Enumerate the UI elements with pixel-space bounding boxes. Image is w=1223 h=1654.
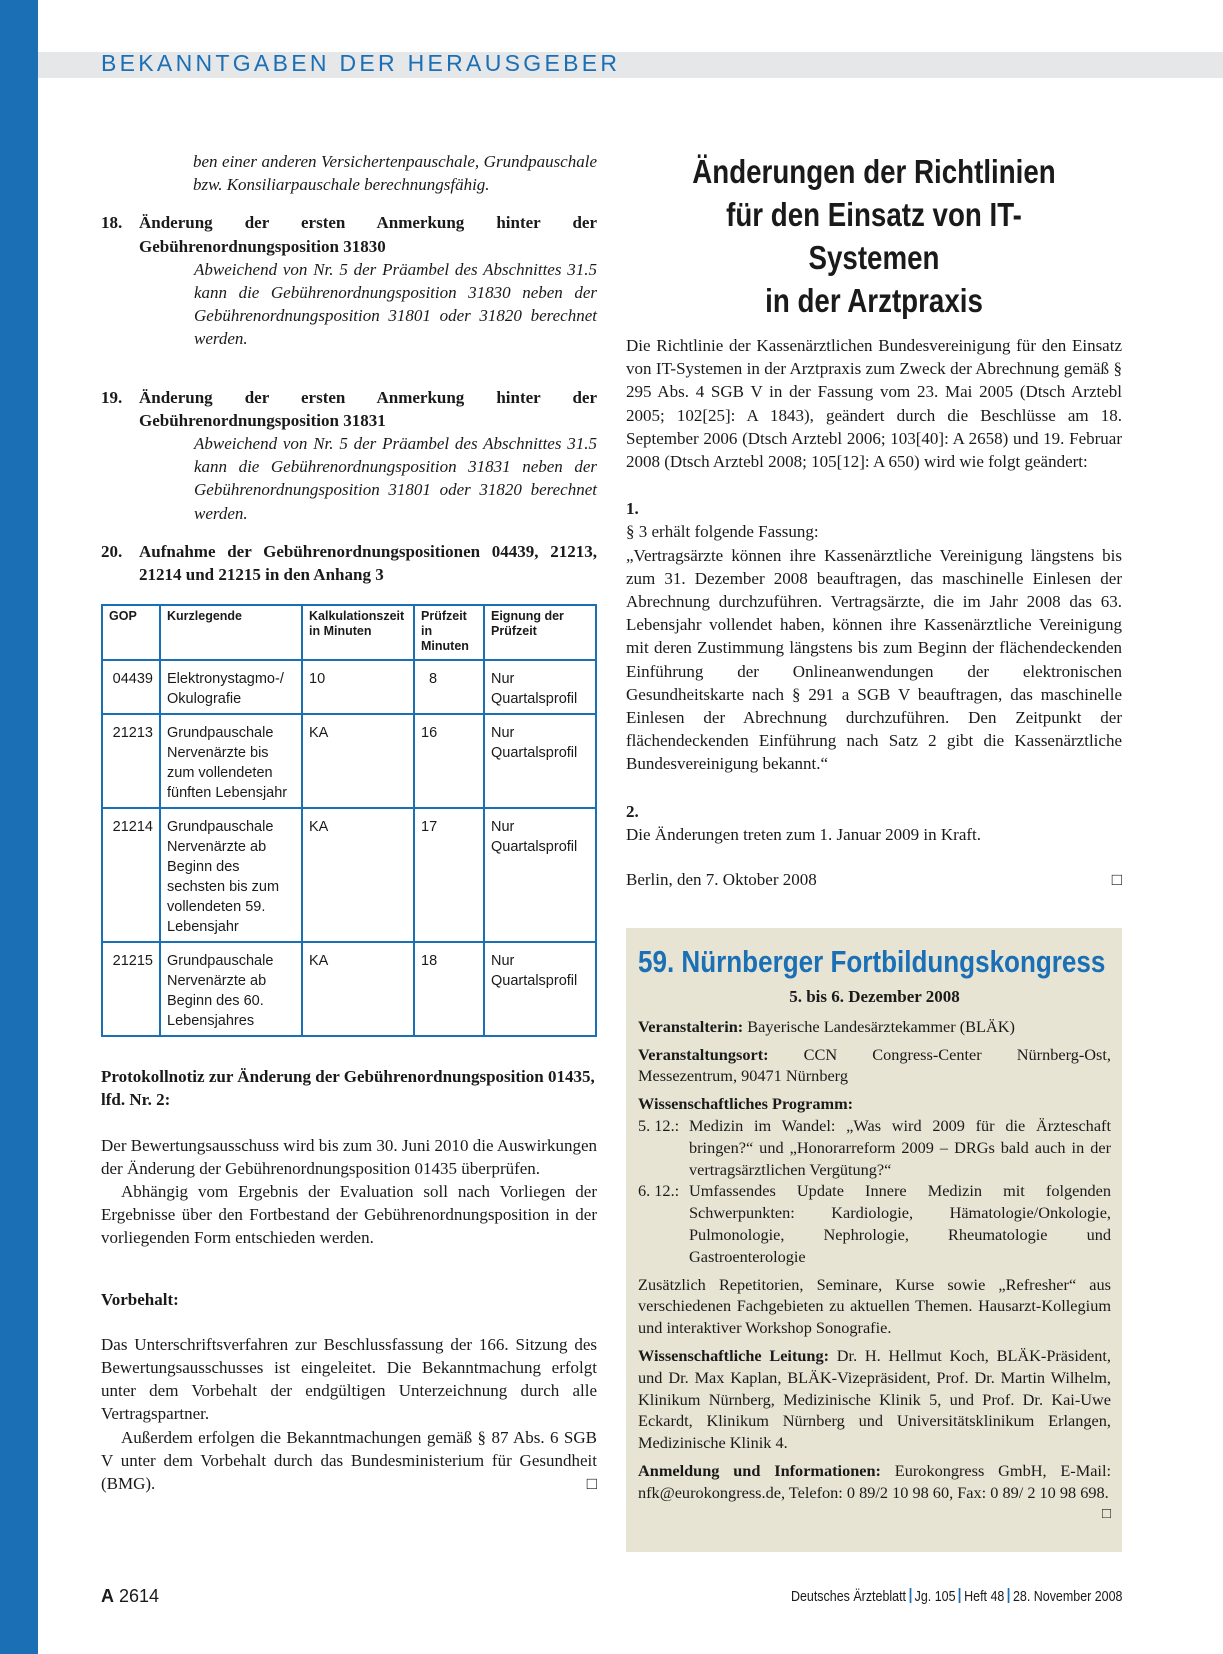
left-accent-bar xyxy=(0,0,38,1654)
item-number: 18. xyxy=(101,213,123,233)
veranstalterin: Veranstalterin: Bayerische Landesärztekammer (BLÄK) xyxy=(638,1016,1015,1036)
column-header: Eignung der Prüfzeit xyxy=(484,605,596,660)
vorbehalt-paragraph: Das Unterschriftsverfahren zur Beschlussfassung der 166. Sitzung des Bewertungsausschusses ist eingeleitet. Die Bekanntmachung erfolgt unter dem Vorbehalt der endgültigen Unterzeichnung durch alle Vertragspartner. xyxy=(101,1334,597,1424)
table-cell: 21213 xyxy=(102,714,160,808)
table-cell: Nur Quartalsprofil xyxy=(484,942,596,1036)
table-cell: 21215 xyxy=(102,942,160,1036)
table-cell: 04439 xyxy=(102,660,160,714)
journal-issue: Heft 48 xyxy=(963,1589,1004,1605)
item-20 xyxy=(101,540,597,586)
table-row xyxy=(102,660,596,714)
gop-table xyxy=(101,604,597,1037)
programm-item: 6. 12.: Umfassendes Update Innere Medizin mit folgenden Schwerpunkten: Kardiologie, Hämatologie/Onkologie, Pulmonologie, Nephrologie, Rheumatologie und Gastroenterologie xyxy=(638,1181,1111,1266)
journal-info xyxy=(790,1588,1122,1605)
end-mark: □ xyxy=(586,1474,597,1494)
table-cell: 18 xyxy=(414,942,484,1036)
table-cell: Nur Quartalsprofil xyxy=(484,808,596,942)
column-header: Kalkulationszeit in Minuten xyxy=(302,605,414,660)
congress-date: 5. bis 6. Dezember 2008 xyxy=(789,987,960,1006)
table-cell: Grundpauschale Nervenärzte bis zum vollendeten fünften Lebensjahr xyxy=(160,714,302,808)
protokoll-heading: Protokollnotiz zur Änderung der Gebührenordnungsposition 01435, lfd. Nr. 2: xyxy=(101,1067,595,1110)
vorbehalt-paragraph: Außerdem erfolgen die Bekanntmachungen gemäß § 87 Abs. 6 SGB V unter dem Vorbehalt durch das Bundesministerium für Gesundheit (BMG). □ xyxy=(101,1426,597,1496)
section-title: BEKANNTGABEN DER HERAUSGEBER xyxy=(101,50,621,76)
section-number: 1. xyxy=(626,499,639,519)
table-cell: 16 xyxy=(414,714,484,808)
table-cell: Grundpauschale Nervenärzte ab Beginn des 60. Lebensjahres xyxy=(160,942,302,1036)
protokoll-paragraph: Abhängig vom Ergebnis der Evaluation soll nach Vorliegen der Ergebnisse über den Fortbestand der Gebührenordnungsposition in der vorliegenden Form entschieden werden. xyxy=(101,1182,597,1248)
journal-date: 28. November 2008 xyxy=(1012,1589,1122,1605)
table-cell: KA xyxy=(302,942,414,1036)
article-intro: Die Richtlinie der Kassenärztlichen Bundesvereinigung für den Einsatz von IT-Systemen in der Arztpraxis zum Zweck der Abrechnung gemäß § 295 Abs. 4 SGB V in der Fassung vom 23. Mai 2005 (Dtsch Arztebl 2005; 102[25]: A 1843), geändert durch die Beschlüsse am 18. September 2006 (Dtsch Arztebl 2006; 103[40]: A 2658) und 19. Februar 2008 (Dtsch Arztebl 2008; 105[12]: A 650) wird wie folgt geändert: xyxy=(626,336,1122,472)
section-lead: § 3 erhält folgende Fassung: xyxy=(626,522,819,542)
anmeldung: Anmeldung und Informationen: Eurokongress GmbH, E-Mail: nfk@eurokongress.de, Telefon: 0 89/2 10 98 60, Fax: 0 89/ 2 10 98 698. □ xyxy=(638,1460,1111,1504)
table-cell: 21214 xyxy=(102,808,160,942)
table-cell: 17 xyxy=(414,808,484,942)
right-column xyxy=(626,150,1122,891)
item-title: Änderung der ersten Anmerkung hinter der Gebührenordnungsposition 31830 xyxy=(139,213,597,256)
table-cell: KA xyxy=(302,714,414,808)
table-cell: 8 xyxy=(414,660,484,714)
wissenschaftliche-leitung: Wissenschaftliche Leitung: Dr. H. Hellmut Koch, BLÄK-Präsident, und Dr. Max Kaplan, BLÄK-Vizepräsident, Prof. Dr. Martin Wilhelm, Klinikum Nürnberg, Medizinische Klinik 5, und Prof. Dr. Kai-Uwe Eckardt, Klinikum Nürnberg und Universitätsklinikum Erlangen, Medizinische Klinik 4. xyxy=(638,1345,1111,1453)
table-cell: Nur Quartalsprofil xyxy=(484,714,596,808)
section-quote: „Vertragsärzte können ihre Kassenärztliche Vereinigung längstens bis zum 31. Dezember 2008 beauftragen, das maschinelle Einlesen der Abrechnung durchzuführen. Vertragsärzte, die im Jahr 2008 das 63. Lebensjahr vollendet haben, können ihre Kassenärztliche Vereinigung mit deren Zustimmung längstens bis zum Beginn der flächendeckenden Einführung der Onlineanwendungen der elektronischen Gesundheitskarte nach § 291 a SGB V beauftragen, das maschinelle Einlesen der Abrechnung durchzuführen. Den Zeitpunkt der flächendeckenden Einführung nach Satz 2 gibt die Kassenärztliche Bundesvereinigung bekannt.“ xyxy=(626,545,1122,774)
end-mark: □ xyxy=(1101,1505,1111,1522)
column-header: Prüfzeit in Minuten xyxy=(414,605,484,660)
journal-volume: Jg. 105 xyxy=(914,1589,956,1605)
table-row xyxy=(102,808,596,942)
separator xyxy=(909,1588,911,1603)
end-mark: □ xyxy=(1111,870,1122,890)
separator xyxy=(1007,1588,1009,1603)
column-header: GOP xyxy=(102,605,160,660)
separator xyxy=(959,1588,961,1603)
item-title: Änderung der ersten Anmerkung hinter der Gebührenordnungsposition 31831 xyxy=(139,387,597,430)
table-cell: 10 xyxy=(302,660,414,714)
congress-title: 59. Nürnberger Fortbildungskongress xyxy=(638,944,1106,979)
item-number: 19. xyxy=(101,387,123,407)
veranstaltungsort: Veranstaltungsort: CCN Congress-Center Nürnberg-Ost, Messezentrum, 90471 Nürnberg xyxy=(638,1044,1111,1086)
table-row xyxy=(102,714,596,808)
table-cell: KA xyxy=(302,808,414,942)
article-title: Änderungen der Richtlinien für den Einsatz von IT-Systemen in der Arztpraxis xyxy=(692,153,1056,319)
left-column xyxy=(101,150,597,1495)
table-row xyxy=(102,942,596,1036)
section-number: 2. xyxy=(626,801,639,821)
item-18 xyxy=(101,211,597,350)
intro-continuation: ben einer anderen Versichertenpauschale, Grundpauschale bzw. Konsiliarpauschale berechnungsfähig. xyxy=(193,152,597,195)
item-body: Abweichend von Nr. 5 der Präambel des Abschnittes 31.5 kann die Gebührenordnungsposition 31831 neben der Gebührenordnungsposition 31801 oder 31820 berechnet werden. xyxy=(194,434,597,523)
journal-name: Deutsches Ärzteblatt xyxy=(790,1589,906,1605)
table-cell: Elektronystagmo-/ Okulografie xyxy=(160,660,302,714)
section-text: Die Änderungen treten zum 1. Januar 2009 in Kraft. xyxy=(626,824,981,844)
vorbehalt-heading: Vorbehalt: xyxy=(101,1289,179,1309)
table-cell: Nur Quartalsprofil xyxy=(484,660,596,714)
zusaetzlich: Zusätzlich Repetitorien, Seminare, Kurse sowie „Refresher“ aus verschiedenen Fachgebieten zu aktuellen Themen. Hausarzt-Kollegium und interaktiver Workshop Sonografie. xyxy=(638,1274,1111,1338)
table-cell: Grundpauschale Nervenärzte ab Beginn des sechsten bis zum vollendeten 59. Lebensjahr xyxy=(160,808,302,942)
place-date: Berlin, den 7. Oktober 2008 □ xyxy=(626,868,1122,891)
item-number: 20. xyxy=(101,541,123,561)
protokoll-paragraph: Der Bewertungsausschuss wird bis zum 30. Juni 2010 die Auswirkungen der Änderung der Gebührenordnungsposition 01435 überprüfen. xyxy=(101,1135,597,1178)
page-number: A 2614 xyxy=(101,1586,160,1606)
item-19 xyxy=(101,386,597,525)
table-header-row xyxy=(102,605,596,660)
column-header: Kurzlegende xyxy=(160,605,302,660)
item-title: Aufnahme der Gebührenordnungspositionen 04439, 21213, 21214 und 21215 in den Anhang 3 xyxy=(139,541,597,585)
programm-item: 5. 12.: Medizin im Wandel: „Was wird 2009 für die Ärzteschaft bringen?“ und „Honorarreform 2009 – DRGs bald auch in der vertragsärztlichen Vergütung?“ xyxy=(638,1115,1111,1179)
item-body: Abweichend von Nr. 5 der Präambel des Abschnittes 31.5 kann die Gebührenordnungsposition 31830 neben der Gebührenordnungsposition 31801 oder 31820 berechnet werden. xyxy=(194,259,597,349)
programm-heading: Wissenschaftliches Programm: xyxy=(638,1094,854,1114)
congress-box xyxy=(626,928,1122,1552)
